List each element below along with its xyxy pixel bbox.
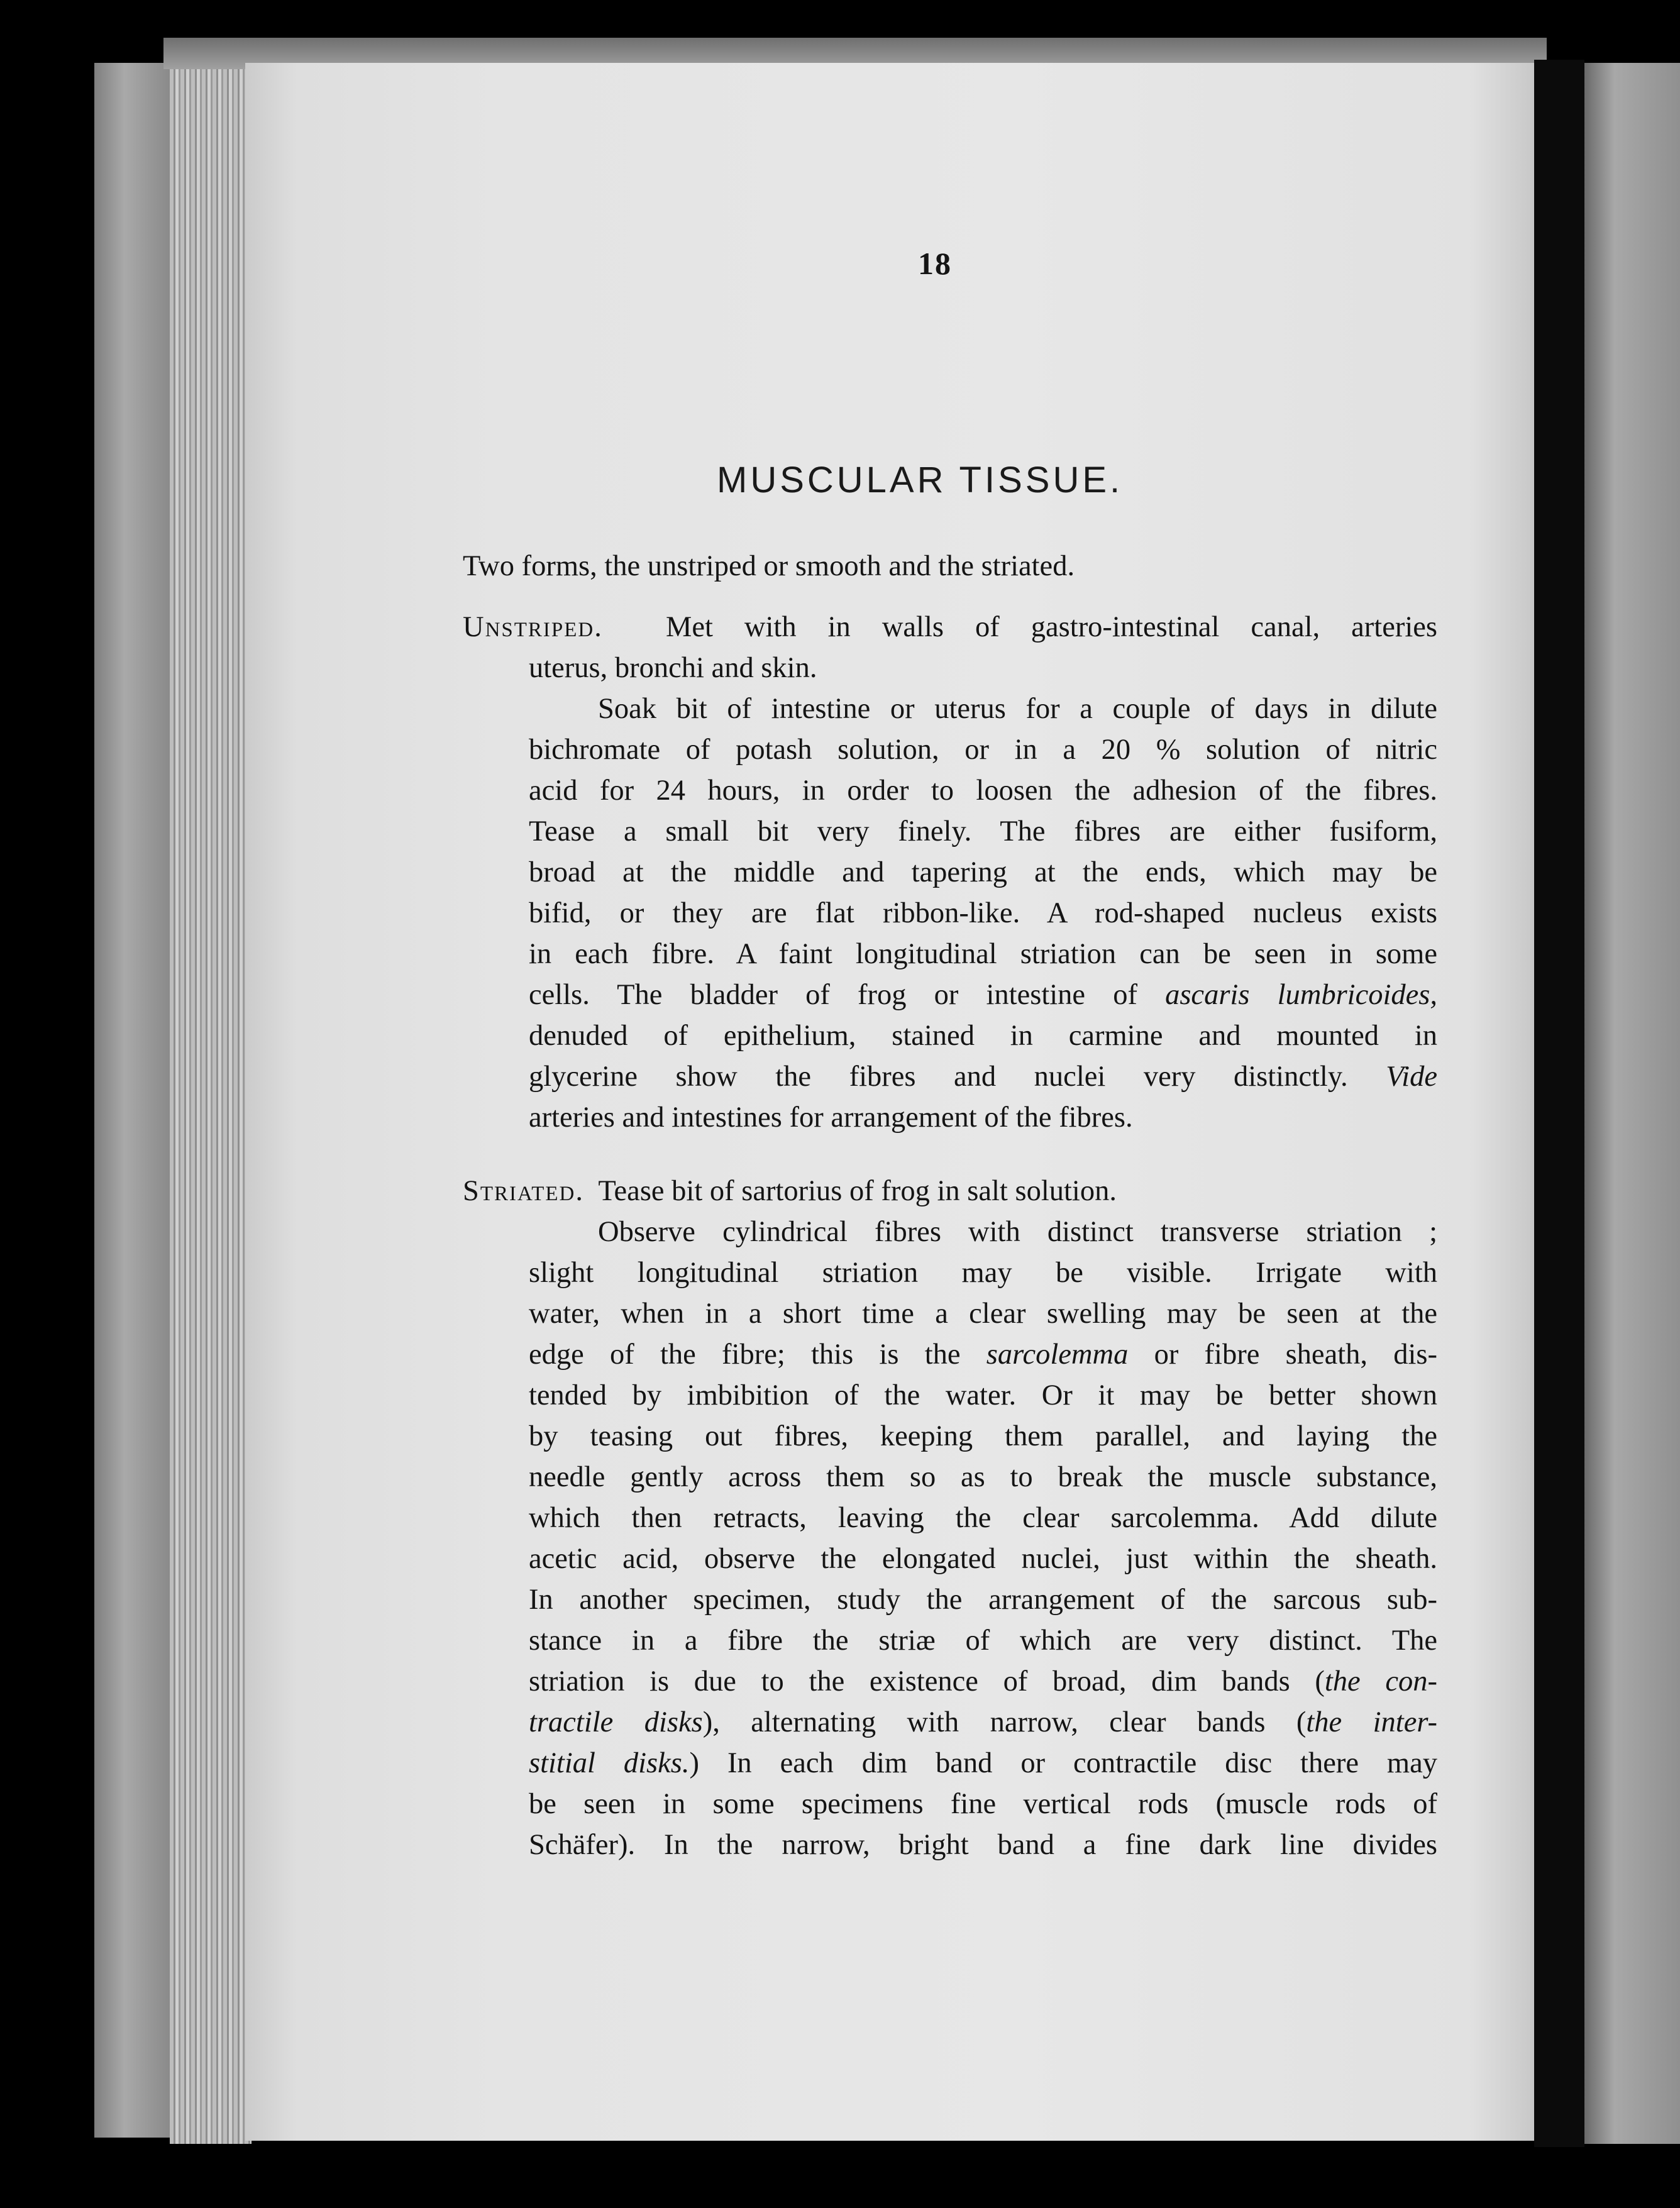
striated-paragraph — [463, 1171, 1437, 1865]
intro-text: Two forms, the unstriped or smooth and the striated. — [463, 550, 1075, 582]
text-line: bifid, or they are flat ribbon-like. A rod-shaped nucleus exists — [529, 897, 1437, 929]
text-line: uterus, bronchi and skin. — [529, 652, 817, 684]
text-segment: or fibre sheath, dis- — [1154, 1339, 1437, 1371]
text-line — [463, 974, 1437, 1015]
unstriped-paragraph — [463, 607, 1437, 1138]
text-segment: striation is due to the existence of broad, dim bands ( — [529, 1665, 1325, 1697]
text-line: water, when in a short time a clear swelling may be seen at the — [529, 1298, 1437, 1330]
text-line: stance in a fibre the striæ of which are very distinct. The — [529, 1625, 1437, 1657]
text-line: Tease a small bit very finely. The fibres are either fusiform, — [529, 815, 1437, 847]
text-segment: ), alternating with narrow, clear bands ( — [702, 1706, 1307, 1738]
text-segment: glycerine show the fibres and nuclei very distinctly. — [529, 1061, 1348, 1093]
text-line: in each fibre. A faint longitudinal striation can be seen in some — [529, 938, 1437, 970]
italic-term: stitial disks. — [529, 1747, 690, 1779]
text-line: broad at the middle and tapering at the ends, which may be — [529, 856, 1437, 888]
text-line: denuded of epithelium, stained in carmine and mounted in — [529, 1020, 1437, 1052]
text-line: slight longitudinal striation may be visible. Irrigate with — [529, 1257, 1437, 1289]
italic-term: the con- — [1324, 1665, 1438, 1697]
text-line — [463, 1334, 1437, 1375]
text-line: be seen in some specimens fine vertical rods (muscle rods of — [529, 1788, 1437, 1820]
section-heading: MUSCULAR TISSUE. — [717, 460, 1124, 500]
text-line: arteries and intestines for arrangement of the fibres. — [529, 1101, 1133, 1134]
italic-term: tractile disks — [529, 1706, 703, 1738]
text-line: bichromate of potash solution, or in a 20 % solution of nitric — [529, 734, 1437, 766]
text-line: Soak bit of intestine or uterus for a couple of days in dilute — [598, 693, 1437, 725]
striated-label: Striated. — [463, 1175, 584, 1207]
italic-term: sarcolemma — [986, 1339, 1129, 1371]
text-line: Schäfer). In the narrow, bright band a fine dark line divides — [529, 1829, 1437, 1861]
text-line: needle gently across them so as to break the muscle substance, — [529, 1461, 1437, 1493]
text-line: acid for 24 hours, in order to loosen the adhesion of the fibres. — [529, 775, 1437, 807]
striated-lead-line — [463, 1171, 1437, 1212]
text-line: acetic acid, observe the elongated nuclei, just within the sheath. — [529, 1543, 1437, 1575]
italic-term: ascaris lumbricoides, — [1165, 979, 1437, 1011]
text-segment: edge of the fibre; this is the — [529, 1339, 961, 1371]
text-line: tended by imbibition of the water. Or it may be better shown — [529, 1379, 1437, 1411]
book-edge-outer — [94, 63, 170, 2138]
text-line: which then retracts, leaving the clear sarcolemma. Add dilute — [529, 1502, 1437, 1534]
text-line — [463, 1743, 1437, 1784]
intro-line — [463, 546, 1205, 587]
unstriped-lead-text: Met with in walls of gastro-intestinal canal, arteries — [665, 611, 1437, 643]
page-number: 18 — [918, 246, 952, 281]
text-line: Observe cylindrical fibres with distinct transverse striation ; — [598, 1216, 1437, 1248]
text-line — [463, 1702, 1437, 1743]
text-line: by teasing out fibres, keeping them parallel, and laying the — [529, 1420, 1437, 1452]
text-line — [463, 1056, 1437, 1097]
unstriped-lead-line — [463, 607, 1437, 648]
striated-lead-text: Tease bit of sartorius of frog in salt solution. — [598, 1175, 1117, 1207]
facing-page-edge — [1584, 63, 1680, 2144]
text-segment: cells. The bladder of frog or intestine of — [529, 979, 1137, 1011]
page-edges — [170, 38, 251, 2144]
text-line: In another specimen, study the arrangement of the sarcous sub- — [529, 1584, 1437, 1616]
unstriped-label: Unstriped. — [463, 611, 603, 643]
text-segment: ) In each dim band or contractile disc there may — [689, 1747, 1437, 1779]
gutter-shadow — [1534, 60, 1584, 2147]
italic-term: Vide — [1386, 1061, 1437, 1093]
italic-term: the inter- — [1306, 1706, 1437, 1738]
text-line — [463, 1661, 1437, 1702]
